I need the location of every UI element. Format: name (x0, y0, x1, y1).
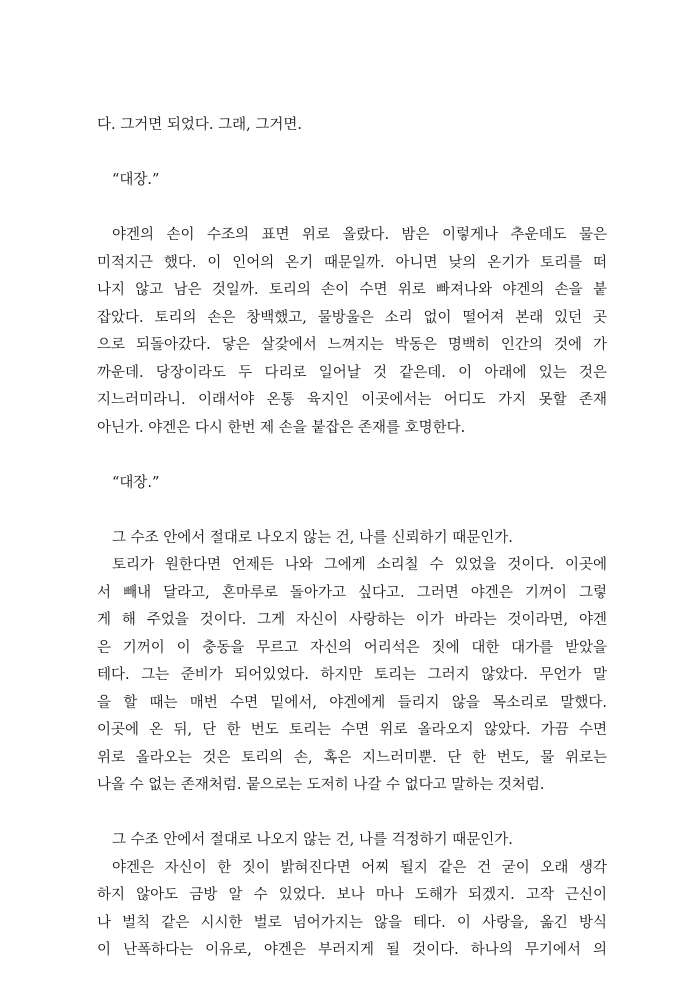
text-line: 다. 그거면 되었다. 그래, 그거면. (97, 117, 302, 133)
text-line: 토리가 원한다면 언제든 나와 그에게 소리칠 수 있었을 것이다. 이곳에 (112, 557, 607, 573)
text-line: 으로 되돌아갔다. 닿은 살갗에서 느껴지는 박동은 명백히 인간의 것에 가 (97, 337, 607, 353)
text-line: 나지 않고 남은 것일까. 토리의 손이 수면 위로 빠져나와 야겐의 손을 붙 (97, 282, 607, 298)
paragraph-gap (97, 497, 607, 525)
dialogue-line: “대장.” (112, 474, 160, 491)
paragraph-gap (97, 195, 607, 223)
text-line: 은 기꺼이 이 충동을 무르고 자신의 어리석은 짓에 대한 대가를 받았을 (97, 639, 607, 656)
text-line: 나올 수 없는 존재처럼. 뭍으로는 도저히 나갈 수 없다고 말하는 것처럼. (97, 777, 545, 793)
text-line: 야겐은 자신이 한 짓이 밝혀진다면 어찌 될지 같은 건 굳이 오래 생각 (112, 859, 607, 876)
paragraph-gap (97, 140, 607, 168)
text-line: 미적지근 했다. 이 인어의 온기 때문일까. 아니면 낮의 온기가 토리를 떠 (97, 254, 607, 271)
text-line: 잡았다. 토리의 손은 창백했고, 물방울은 소리 없이 떨어져 본래 있던 곳 (97, 309, 607, 326)
paragraph-gap (97, 442, 607, 470)
text-line: 그 수조 안에서 절대로 나오지 않는 건, 나를 걱정하기 때문인가. (112, 832, 513, 848)
text-line: 그 수조 안에서 절대로 나오지 않는 건, 나를 신뢰하기 때문인가. (112, 529, 513, 546)
text-line: 이 난폭하다는 이유로, 야겐은 부러지게 될 것이다. 하나의 무기에서 의 (97, 942, 607, 958)
text-line: 서 빼내 달라고, 혼마루로 돌아가고 싶다고. 그러면 야겐은 기꺼이 그렇 (97, 584, 607, 601)
text-line: 위로 올라오는 것은 토리의 손, 혹은 지느러미뿐. 단 한 번도, 물 위로는 (97, 749, 607, 766)
text-line: 나 벌칙 같은 시시한 벌로 넘어가지는 않을 테다. 이 사랑을, 옮긴 방식 (97, 914, 607, 931)
text-line: 게 해 주었을 것이다. 그게 자신이 사랑하는 이가 바라는 것이라면, 야겐 (97, 612, 607, 628)
text-line: 야겐의 손이 수조의 표면 위로 올랐다. 밤은 이렇게나 추운데도 물은 (112, 227, 607, 243)
text-line: 아닌가. 야겐은 다시 한번 제 손을 붙잡은 존재를 호명한다. (97, 419, 466, 436)
text-line: 이곳에 온 뒤, 단 한 번도 토리는 수면 위로 올라오지 않았다. 가끔 수면 (97, 722, 607, 738)
text-line: 테다. 그는 준비가 되어있었다. 하지만 토리는 그러지 않았다. 무언가 말 (97, 667, 607, 683)
dialogue-line: “대장.” (112, 172, 160, 188)
document-page (97, 112, 607, 965)
text-line: 을 할 때는 매번 수면 밑에서, 야겐에게 들리지 않을 목소리로 말했다. (97, 694, 607, 711)
text-line: 지느러미라니. 이래서야 온통 육지인 이곳에서는 어디도 가지 못할 존재 (97, 392, 607, 408)
text-line: 까운데. 당장이라도 두 다리로 일어날 것 같은데. 이 아래에 있는 것은 (97, 364, 607, 381)
text-line: 하지 않아도 금방 알 수 있었다. 보나 마나 도해가 되겠지. 고작 근신이 (97, 887, 607, 903)
paragraph-gap (97, 800, 607, 828)
